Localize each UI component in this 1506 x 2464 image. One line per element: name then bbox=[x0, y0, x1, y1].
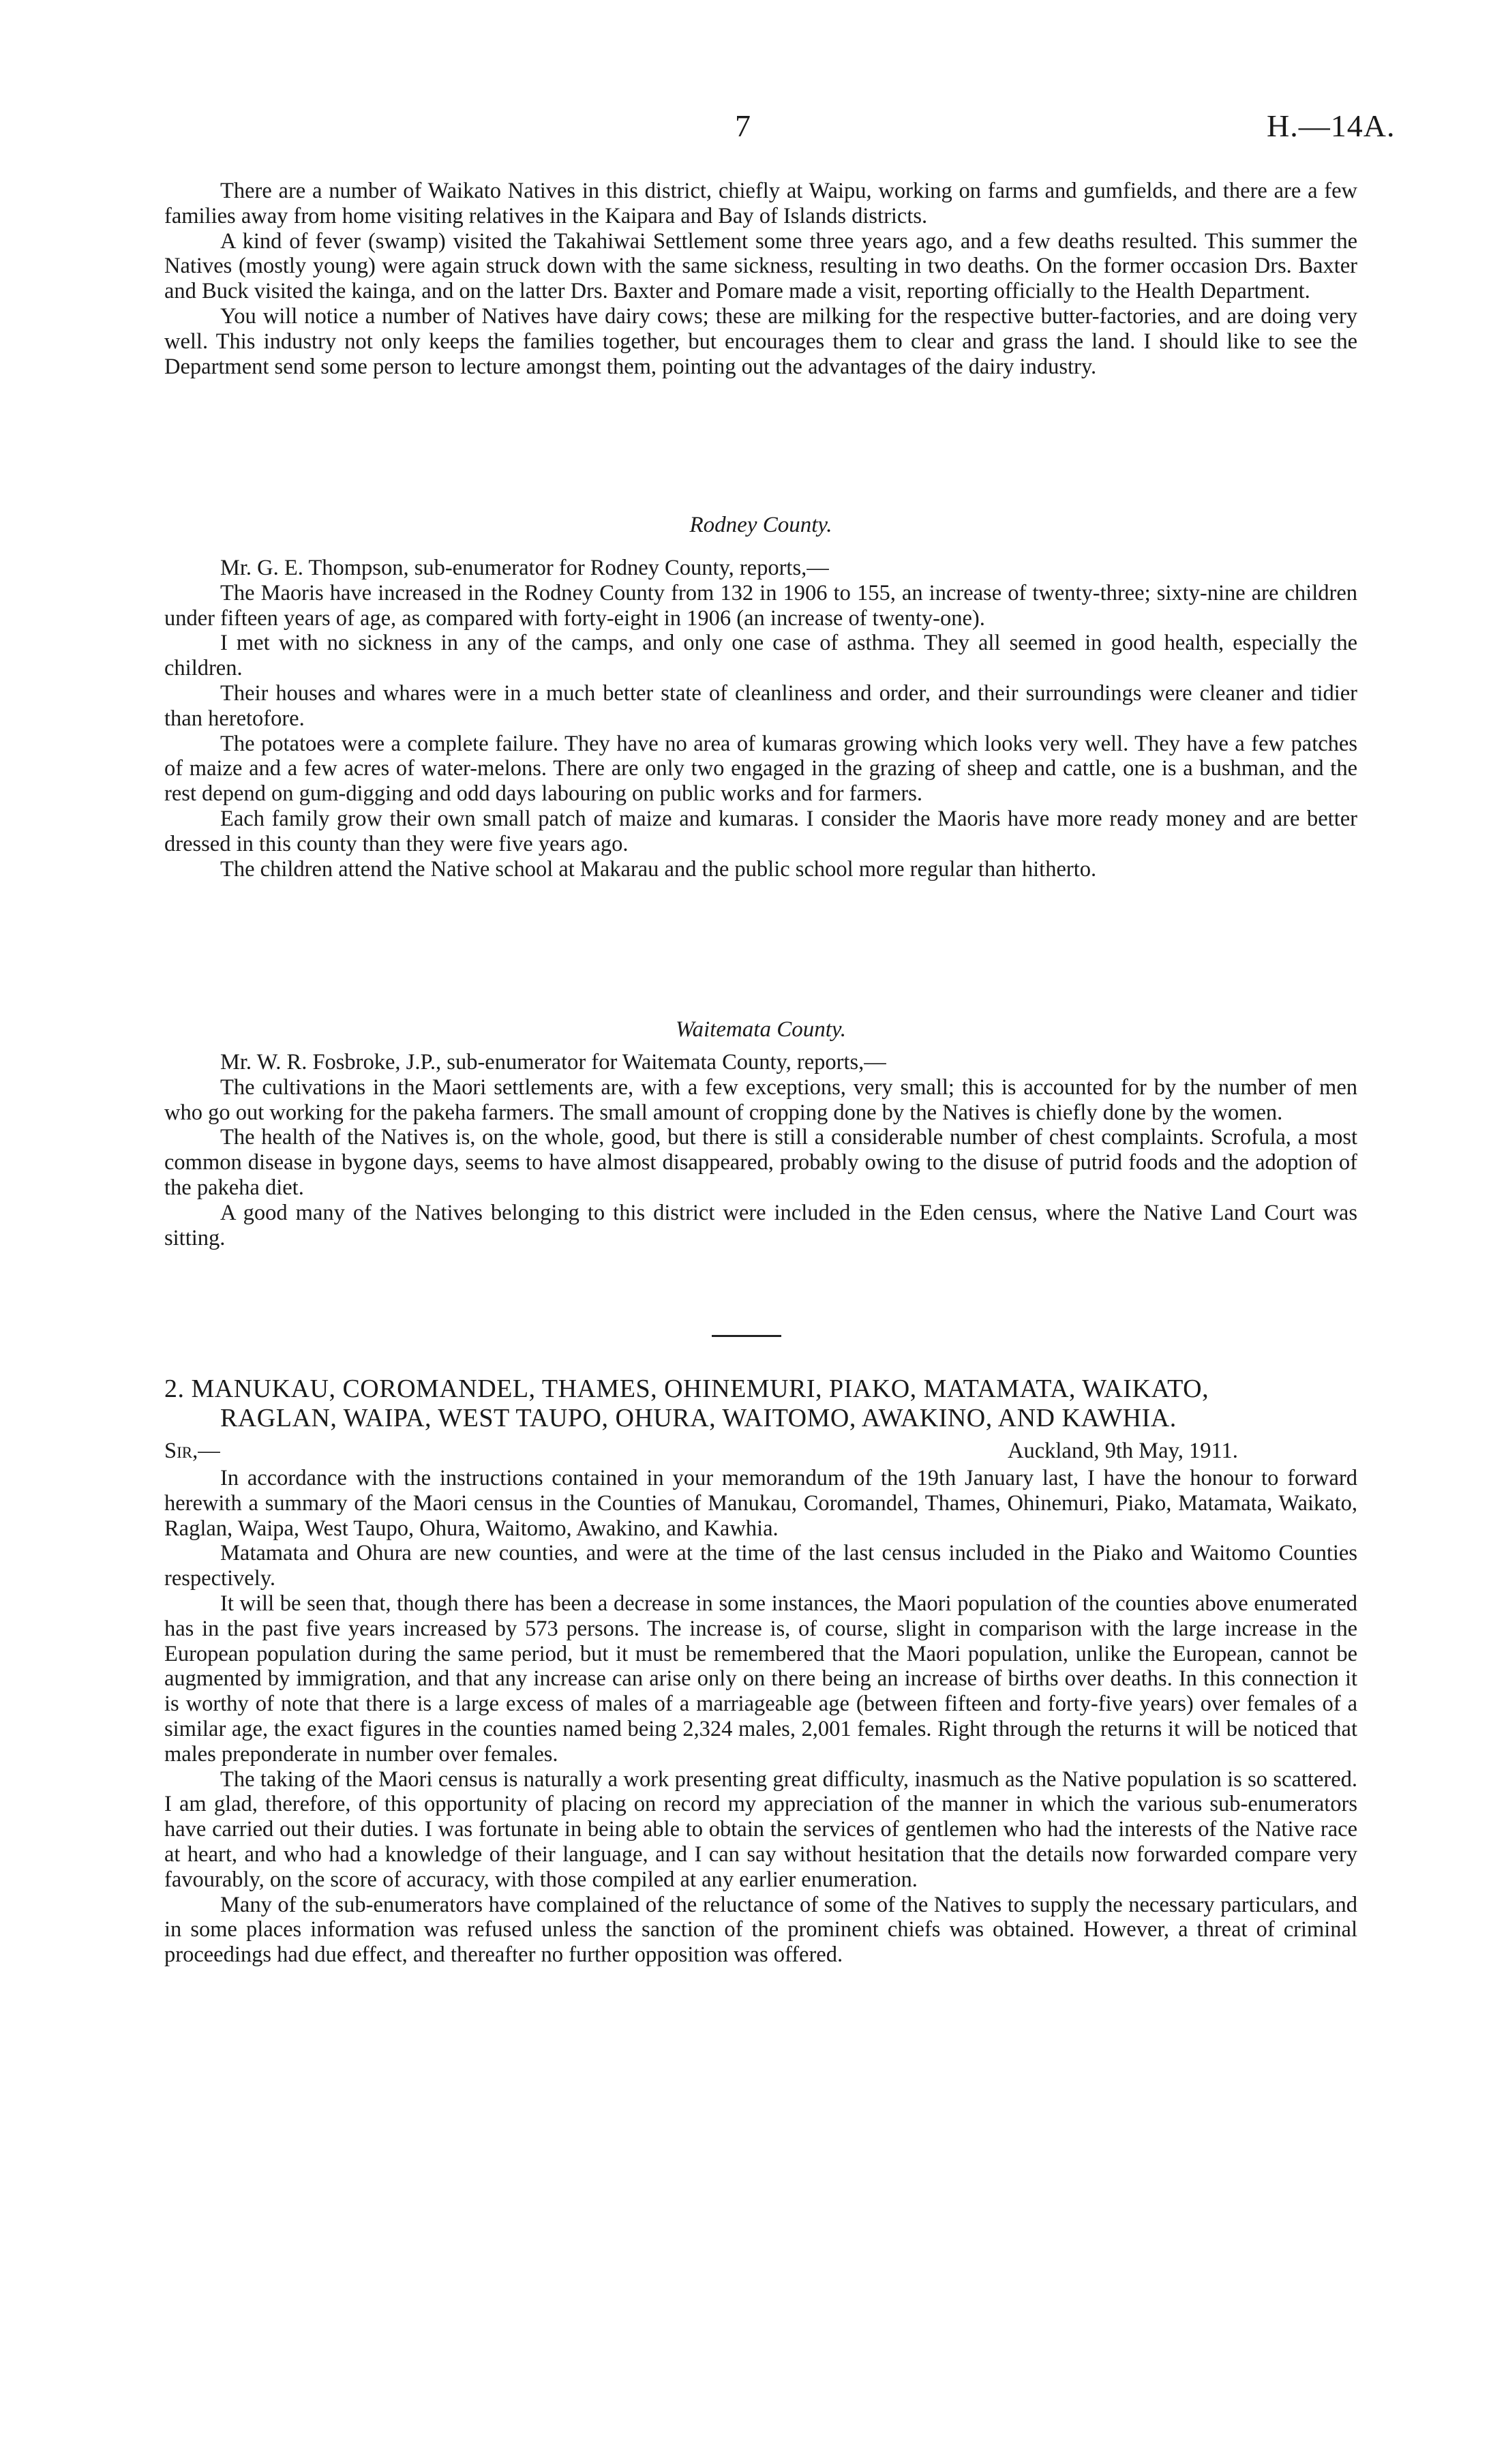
section-divider bbox=[712, 1335, 781, 1337]
paragraph: The Maoris have increased in the Rodney County from 132 in 1906 to 155, an increase of twenty-three; sixty-nine are children under fifteen years of age, as compared with forty-eight in 1906 (an increase of twenty-one). bbox=[164, 580, 1357, 631]
paragraph: You will notice a number of Natives have dairy cows; these are milking for the respective butter-factories, and are doing very well. This industry not only keeps the families together, but encourages them to clear and grass the land. I should like to see the Department send some person to lecture amongst them, pointing out the advantages of the dairy industry. bbox=[164, 303, 1357, 379]
dateline: Auckland, 9th May, 1911. bbox=[1008, 1439, 1238, 1463]
paragraph: Their houses and whares were in a much better state of cleanliness and order, and their surroundings were cleaner and tidier than heretofore. bbox=[164, 680, 1357, 731]
paragraph: Mr. G. E. Thompson, sub-enumerator for Rodney County, reports,— bbox=[220, 556, 829, 580]
page-number: 7 bbox=[735, 108, 751, 143]
paragraph: In accordance with the instructions contained in your memorandum of the 19th January last, I have the honour to forward herewith a summary of the Maori census in the Counties of Manukau, Coromandel, Thames, Ohinemuri, Piako, Matamata, Waikato, Raglan, Waipa, West Taupo, Ohura, Waitomo, Awakino, and Kawhia. bbox=[164, 1466, 1357, 1541]
paragraph: There are a number of Waikato Natives in this district, chiefly at Waipu, working on farms and gumfields, and there are a few families away from home visiting relatives in the Kaipara and Bay of Islands districts. bbox=[164, 179, 1357, 228]
paragraph: Matamata and Ohura are new counties, and were at the time of the last census included in the Piako and Waitomo Counties respectively. bbox=[164, 1541, 1357, 1591]
waitemata-county-heading: Waitemata County. bbox=[676, 1017, 846, 1042]
salutation: Sir,— bbox=[164, 1439, 220, 1463]
paragraph: The health of the Natives is, on the whole, good, but there is still a considerable number of chest complaints. Scrofula, a most common disease in bygone days, seems to have almost disappeared, probably owing to the disuse of putrid foods and the adoption of the pakeha diet. bbox=[164, 1125, 1357, 1200]
paragraph: A kind of fever (swamp) visited the Takahiwai Settlement some three years ago, and a few deaths resulted. This summer the Natives (mostly young) were again struck down with the same sickness, resulting in two deaths. On the former occasion Drs. Baxter and Buck visited the kainga, and on the latter Drs. Baxter and Pomare made a visit, reporting officially to the Health Department. bbox=[164, 228, 1357, 304]
paragraph: I met with no sickness in any of the camps, and only one case of asthma. They all seemed in good health, especially the children. bbox=[164, 631, 1357, 681]
intro-section bbox=[164, 179, 1357, 379]
document-reference: H.—14A. bbox=[1267, 108, 1396, 143]
paragraph: Mr. W. R. Fosbroke, J.P., sub-enumerator for Waitemata County, reports,— bbox=[220, 1050, 886, 1075]
rodney-county-heading: Rodney County. bbox=[689, 513, 832, 537]
paragraph: It will be seen that, though there has been a decrease in some instances, the Maori population of the counties above enumerated has in the past five years increased by 573 persons. The increase is, of course, slight in comparison with the large increase in the European population during the same period, but it must be remembered that the Maori population, unlike the European, cannot be augmented by immigration, and that any increase can arise only on there being an increase of births over deaths. In this connection it is worthy of note that there is a large excess of males of a marriageable age (between fifteen and forty-five years) over females of a similar age, the exact figures in the counties named being 2,324 males, 2,001 females. Right through the returns it will be noticed that males preponderate in number over females. bbox=[164, 1591, 1357, 1767]
paragraph: The taking of the Maori census is naturally a work presenting great difficulty, inasmuch as the Native population is so scattered. I am glad, therefore, of this opportunity of placing on record my appreciation of the manner in which the various sub-enumerators have carried out their duties. I was fortunate in being able to obtain the services of gentlemen who had the interests of the Native race at heart, and who had a knowledge of their language, and I can say without hesitation that the details now forwarded compare very favourably, on the score of accuracy, with those compiled at any earlier enumeration. bbox=[164, 1767, 1357, 1892]
section-2-body bbox=[164, 1466, 1357, 1968]
rodney-section bbox=[164, 556, 1357, 882]
paragraph: Many of the sub-enumerators have complained of the reluctance of some of the Natives to supply the necessary particulars, and in some places information was refused unless the sanction of the prominent chiefs was obtained. However, a threat of criminal proceedings had due effect, and thereafter no further opposition was offered. bbox=[164, 1892, 1357, 1968]
paragraph: The potatoes were a complete failure. They have no area of kumaras growing which looks very well. They have a few patches of maize and a few acres of water-melons. There are only two engaged in the grazing of sheep and cattle, one is a bushman, and the rest depend on gum-digging and odd days labouring on public works and for farmers. bbox=[164, 731, 1357, 807]
waitemata-section bbox=[164, 1050, 1357, 1250]
paragraph: Each family grow their own small patch of maize and kumaras. I consider the Maoris have more ready money and are better dressed in this county than they were five years ago. bbox=[164, 806, 1357, 856]
paragraph: The children attend the Native school at Makarau and the public school more regular than hitherto. bbox=[220, 856, 1097, 882]
paragraph: The cultivations in the Maori settlements are, with a few exceptions, very small; this is accounted for by the number of men who go out working for the pakeha farmers. The small amount of cropping done by the Natives is chiefly done by the women. bbox=[164, 1075, 1357, 1125]
section-2-heading-line-2: RAGLAN, WAIPA, WEST TAUPO, OHURA, WAITOMO, AWAKINO, AND KAWHIA. bbox=[220, 1404, 1177, 1432]
section-2-heading-line-1: 2. MANUKAU, COROMANDEL, THAMES, OHINEMURI, PIAKO, MATAMATA, WAIKATO, bbox=[164, 1374, 1209, 1403]
section-2-heading bbox=[164, 1374, 1357, 1433]
paragraph: A good many of the Natives belonging to this district were included in the Eden census, where the Native Land Court was sitting. bbox=[164, 1200, 1357, 1250]
